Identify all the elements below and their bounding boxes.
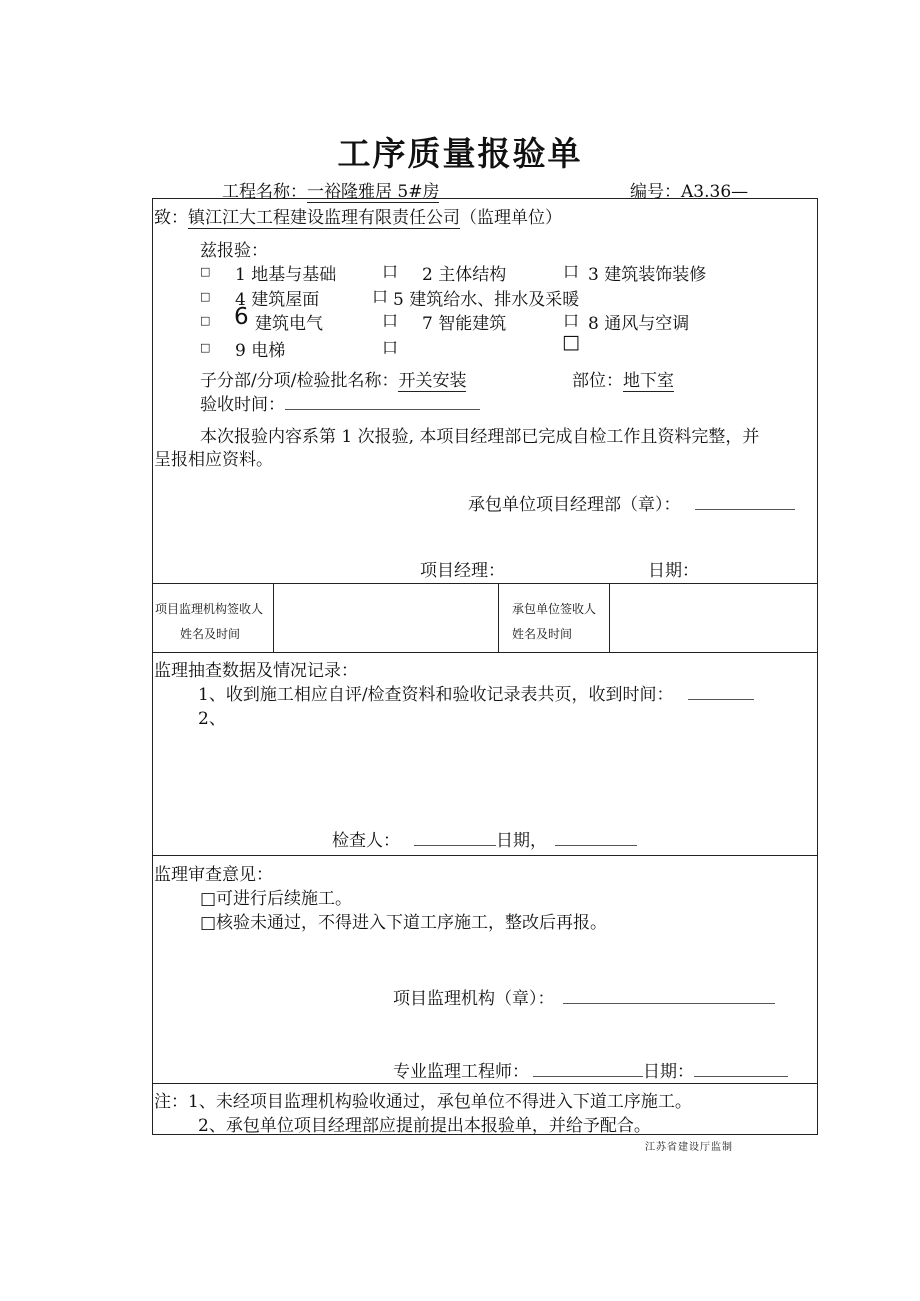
acceptance-time-blank	[285, 395, 480, 410]
supervision-org-label: 项目监理机构（章）：	[393, 989, 555, 1009]
location-row	[572, 366, 674, 391]
checkbox-hvac[interactable]: 口	[563, 311, 580, 330]
engineer-blank	[533, 1062, 643, 1077]
subsection-value: 开关安装	[398, 371, 467, 391]
item-elevator: 9 电梯	[235, 341, 286, 361]
supervision-company: 镇江江大工程建设监理有限责任公司	[188, 208, 460, 228]
receipt-col-1	[273, 583, 274, 652]
supervisor-receipt-line1: 项目监理机构签收人	[155, 602, 264, 616]
table-top-border	[152, 198, 818, 199]
contractor-dept-row	[468, 490, 795, 515]
inspection-item-2: 2、	[198, 709, 226, 729]
acceptance-time-label: 验收时间：	[200, 395, 285, 415]
subsection-label: 子分部/分项/检验批名称：	[200, 371, 399, 391]
contractor-receipt-line2: 姓名及时间	[512, 627, 573, 641]
item-roofing: 4 建筑屋面	[235, 290, 320, 310]
divider-notes-top	[152, 1083, 818, 1084]
submission-date-label: 日期：	[648, 561, 699, 581]
checkbox-roofing[interactable]: □	[200, 290, 211, 303]
inspection-date-label: 日期，	[496, 831, 547, 851]
item-intelligent: 7 智能建筑	[422, 314, 507, 334]
project-label: 工程名称：	[222, 182, 307, 202]
acceptance-time-row	[200, 390, 480, 415]
table-right-border	[817, 198, 818, 1135]
inspector-label: 检查人：	[332, 831, 400, 851]
review-option-reject[interactable]: □核验未通过，不得进入下道工序施工，整改后再报。	[200, 913, 608, 933]
table-left-border	[152, 198, 153, 1135]
subsection-row	[200, 366, 466, 391]
checkbox-elevator[interactable]: □	[200, 341, 211, 354]
review-date-label: 日期：	[643, 1062, 694, 1082]
location-value: 地下室	[623, 371, 674, 391]
inspector-row	[332, 826, 637, 851]
checkbox-main-structure[interactable]: 口	[382, 262, 399, 281]
note-line-1: 注：1、未经项目监理机构验收通过，承包单位不得进入下道工序施工。	[154, 1092, 692, 1112]
review-date-blank	[694, 1062, 788, 1077]
submission-intro: 兹报验：	[200, 241, 268, 261]
number-value: A3.36—	[681, 182, 749, 202]
item-plumbing: 5 建筑给水、排水及采暖	[393, 290, 580, 310]
inspection-item-1: 1、收到施工相应自评/检查资料和验收记录表共页，收到时间：	[198, 685, 674, 705]
project-name: 一裕隆雅居 5#房	[307, 182, 440, 202]
review-option-proceed[interactable]: □可进行后续施工。	[200, 889, 353, 909]
note-line-2: 2、承包单位项目经理部应提前提出本报验单，并给予配合。	[198, 1116, 651, 1136]
supervision-org-row	[393, 984, 775, 1009]
checkbox-electrical[interactable]: □	[200, 314, 211, 327]
form-title: 工序质量报验单	[337, 134, 583, 173]
inspection-item-1-row	[198, 680, 754, 705]
number-label: 编号：	[630, 182, 681, 202]
location-label: 部位：	[572, 371, 623, 391]
inspector-blank	[414, 831, 496, 846]
item-electrical: 建筑电气	[255, 314, 323, 334]
project-manager-label: 项目经理：	[420, 561, 505, 581]
checkbox-blank-1[interactable]: 口	[382, 338, 399, 357]
contractor-dept-label: 承包单位项目经理部（章）：	[468, 495, 681, 515]
contractor-receipt-line1: 承包单位签收人	[512, 602, 597, 616]
item-electrical-number: 6	[234, 304, 249, 330]
engineer-label: 专业监理工程师：	[393, 1062, 529, 1082]
inspection-date-blank	[555, 831, 637, 846]
statement-line-1: 本次报验内容系第 1 次报验, 本项目经理部已完成自检工作且资料完整，并	[200, 427, 760, 447]
checkbox-foundation[interactable]: □	[200, 265, 211, 278]
statement-line-2: 呈报相应资料。	[154, 450, 273, 470]
divider-receipt-bottom	[152, 652, 818, 653]
divider-review-top	[152, 855, 818, 856]
divider-receipt-top	[152, 583, 818, 584]
supervision-org-blank	[563, 989, 775, 1004]
review-heading: 监理审查意见：	[154, 865, 273, 885]
item-main-structure: 2 主体结构	[422, 265, 507, 285]
checkbox-decoration[interactable]: 口	[563, 262, 580, 281]
item-decoration: 3 建筑装饰装修	[588, 265, 707, 285]
receipt-col-3	[609, 583, 610, 652]
issuer-footer: 江苏省建设厅监制	[645, 1142, 733, 1153]
received-time-blank	[688, 685, 754, 700]
addressee-role: （监理单位）	[460, 208, 562, 228]
engineer-row	[393, 1057, 788, 1082]
checkbox-blank-2[interactable]: □	[562, 331, 580, 353]
receipt-col-2	[498, 583, 499, 652]
item-hvac: 8 通风与空调	[588, 314, 690, 334]
checkbox-intelligent[interactable]: 口	[382, 311, 399, 330]
addressee-row	[154, 203, 562, 228]
contractor-dept-blank	[695, 495, 795, 510]
checkbox-plumbing[interactable]: 口	[372, 287, 389, 306]
supervisor-receipt-line2: 姓名及时间	[180, 627, 241, 641]
item-foundation: 1 地基与基础	[235, 265, 337, 285]
inspection-heading: 监理抽查数据及情况记录：	[154, 661, 358, 681]
addressee-prefix: 致：	[154, 208, 188, 228]
